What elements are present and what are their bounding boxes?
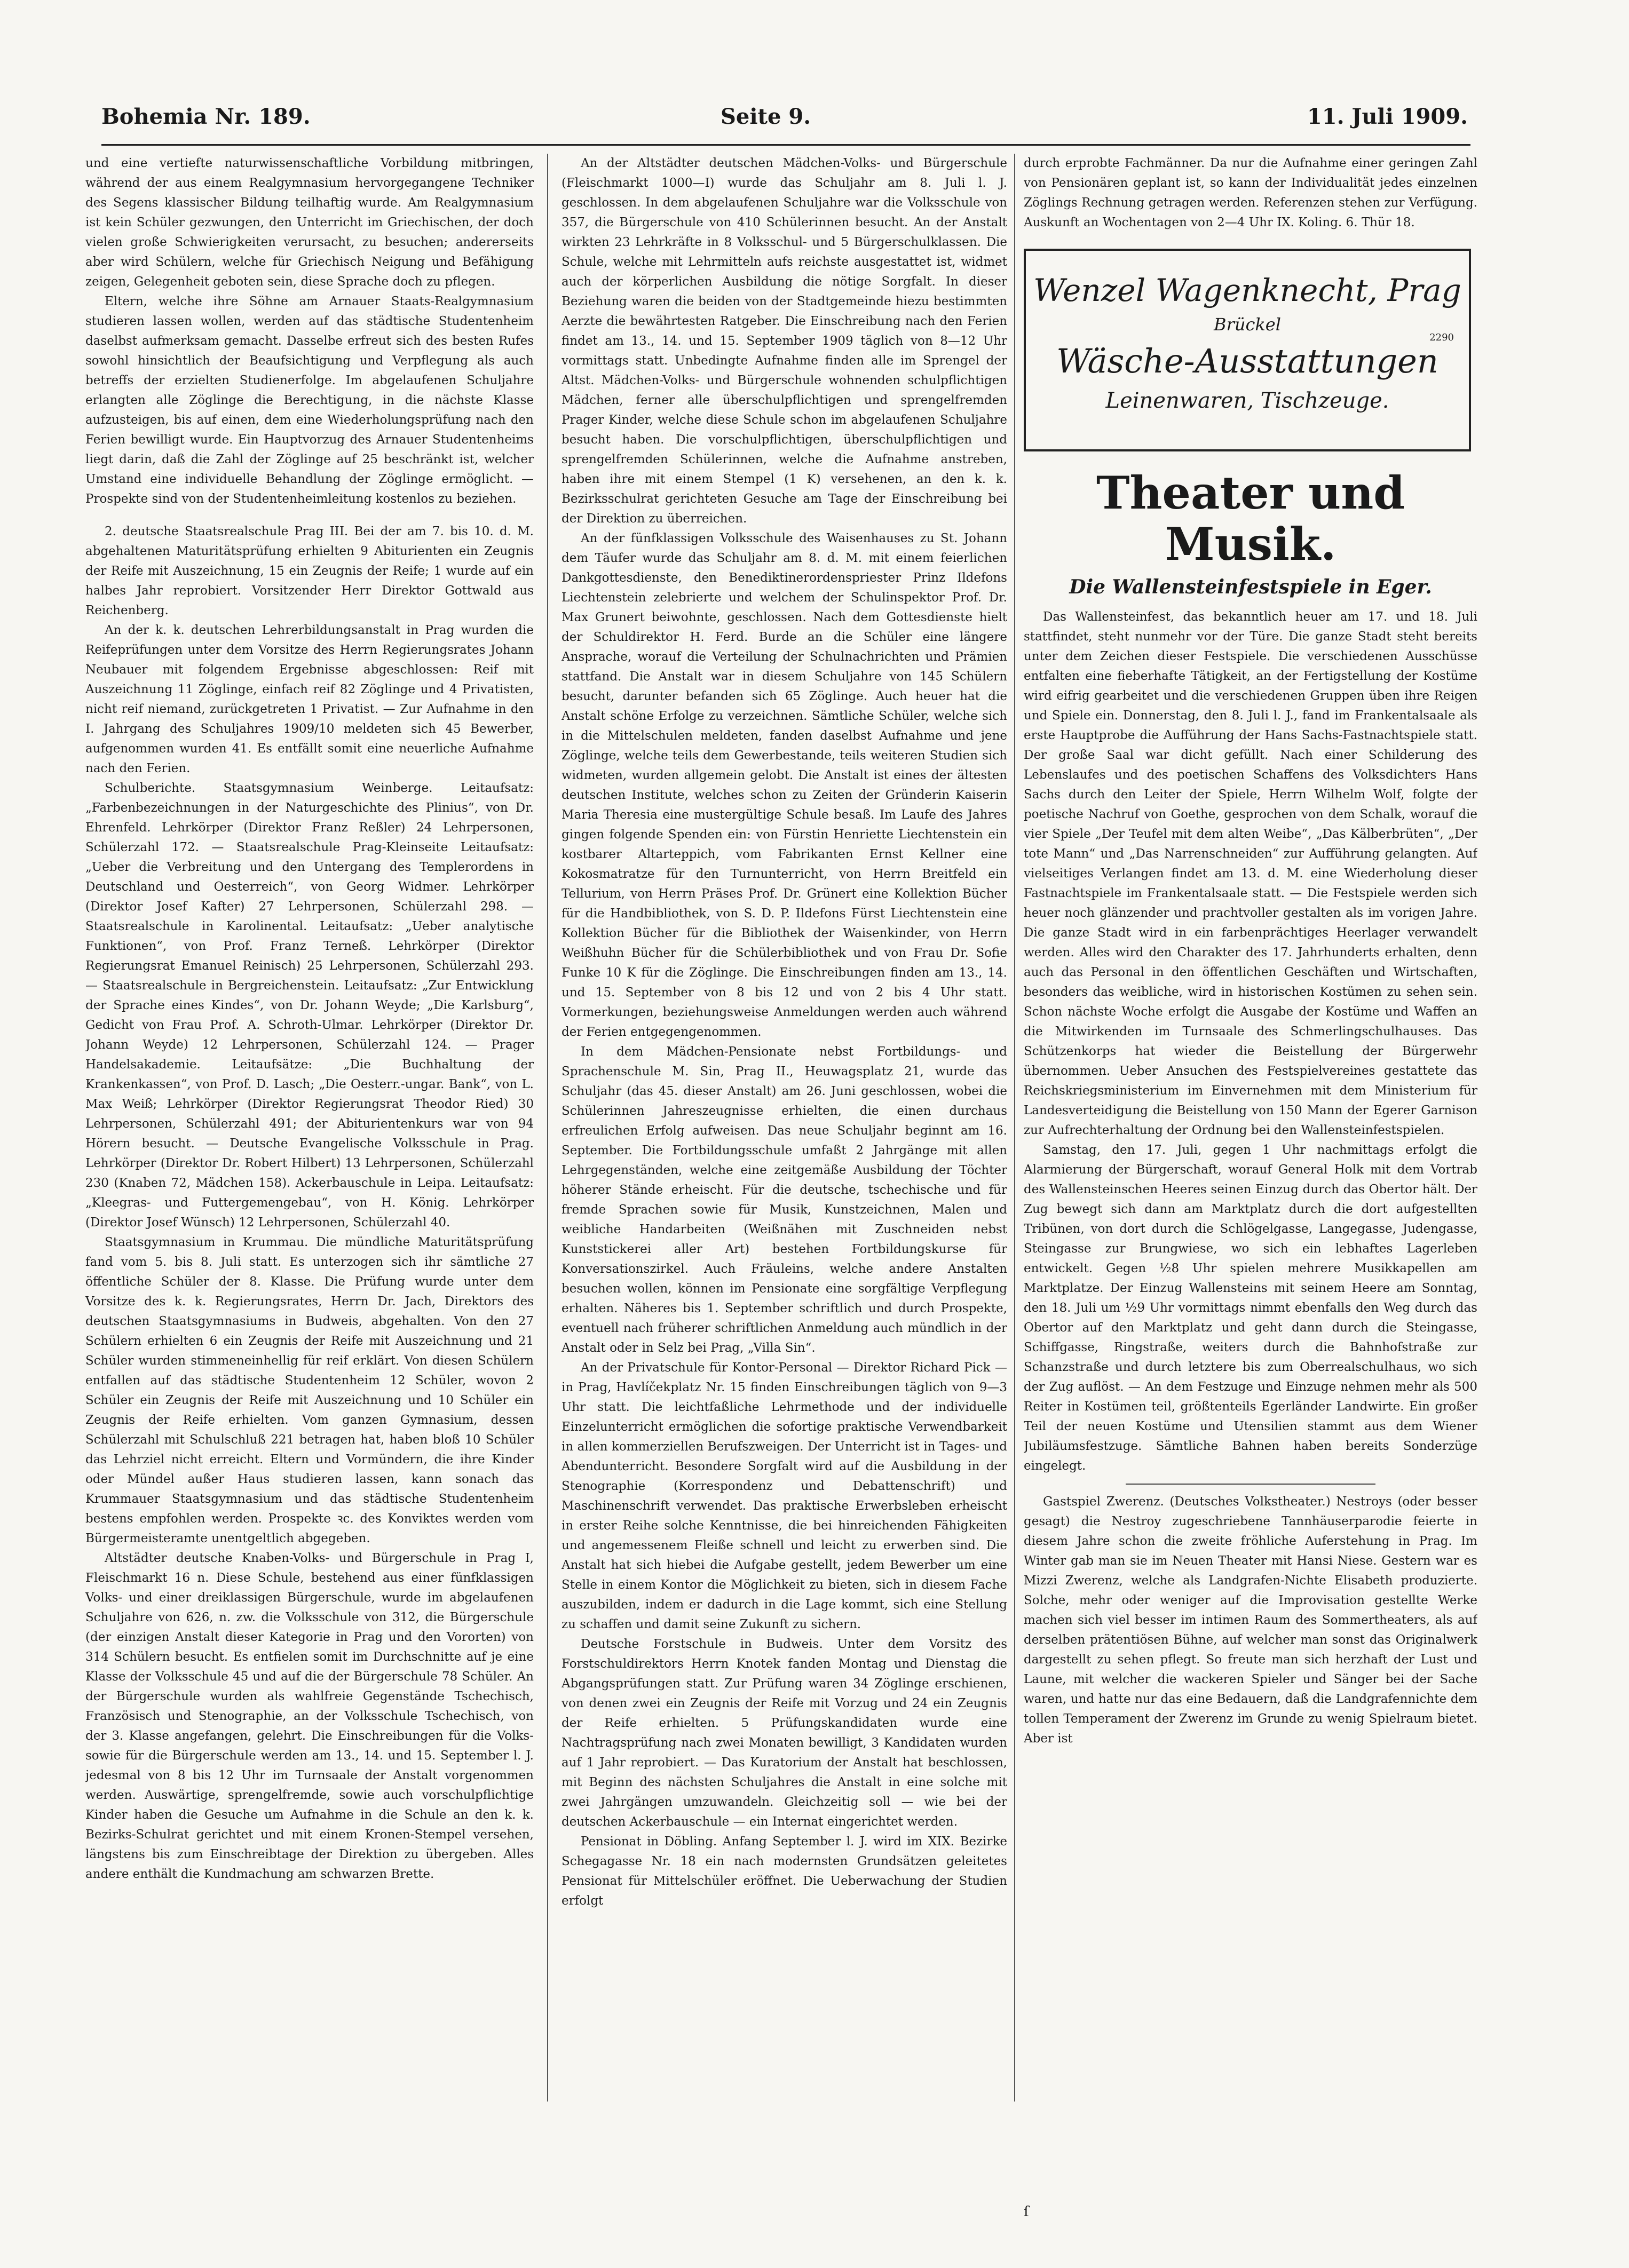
ad-address: Brückel	[1214, 314, 1281, 335]
ad-company-name: Wenzel Wagenknecht, Prag	[1033, 272, 1461, 308]
article-paragraph: Eltern, welche ihre Söhne am Arnauer Staats-Realgymnasium studieren lassen wollen, werden auf das städtische Studentenheim daselbst aufmerksam gemacht. Dasselbe erfreut sich des besten Rufes sowohl hinsichtlich der Beaufsichtigung und Verpflegung als auch betreffs der erzielten Studienerfolge. Im abgelaufenen Schuljahre erlangten alle Zöglinge die Berechtigung, in die nächste Klasse aufzusteigen, bis auf einen, dem eine Wiederholungsprüfung nach den Ferien bewilligt wurde. Ein Hauptvorzug des Arnauer Studentenheims liegt darin, daß die Zahl der Zöglinge auf 25 beschränkt ist, welcher Umstand eine individuelle Behandlung der Zöglinge ermöglicht. — Prospekte sind von der Studentenheimleitung kostenlos zu beziehen.	[85, 295, 534, 506]
article-paragraph: Gastspiel Zwerenz. (Deutsches Volkstheater.) Nestroys (oder besser gesagt) die Nestroy zugeschriebene Tannhäuserparodie feierte in diesem Jahre schon die zweite fröhliche Auferstehung in Prag. Im Winter gab man sie im Neuen Theater mit Hansi Niese. Gestern war es Mizzi Zwerenz, welche als Landgrafen-Nichte Elisabeth produzierte. Solche, mehr oder weniger auf die Improvisation gestellte Werke machen sich viel besser im intimen Raum des Sommertheaters, als auf derselben prätentiösen Bühne, auf welcher man sonst das Originalwerk dargestellt zu sehen pflegt. So freute man sich herzhaft der Lust und Laune, mit welcher die wackeren Spieler und Sänger bei der Sache waren, und hatte nur das eine Bedauern, daß die Landgrafennichte dem tollen Temperament der Zwerenz im Grunde zu wenig Spielraum bietet. Aber ist	[1024, 1495, 1477, 1746]
section-divider	[1126, 1484, 1375, 1485]
article-paragraph: 2. deutsche Staatsrealschule Prag III. Bei der am 7. bis 10. d. M. abgehaltenen Maturitätsprüfung erhielten 9 Abiturienten ein Zeugnis der Reife mit Auszeichnung, 15 ein Zeugnis der Reife; 1 wurde auf ein halbes Jahr reprobiert. Vorsitzender Herr Direktor Gottwald aus Reichenberg.	[85, 525, 534, 617]
article-paragraph: Altstädter deutsche Knaben-Volks- und Bürgerschule in Prag I, Fleischmarkt 16 n. Diese Schule, bestehend aus einer fünfklassigen Volks- und einer dreiklassigen Bürgerschule, wurde im abgelaufenen Schuljahre von 626, n. zw. die Volksschule von 312, die Bürgerschule (der einzigen Anstalt dieser Kategorie in Prag und den Vororten) von 314 Schülern besucht. Es entfielen somit im Durchschnitte auf je eine Klasse der Volksschule 45 und auf die der Bürgerschule 78 Schüler. An der Bürgerschule wurden als wahlfreie Gegenstände Tschechisch, Französisch und Stenographie, an der Volksschule Tschechisch, von der 3. Klasse angefangen, gelehrt. Die Einschreibungen für die Volks- sowie für die Bürgerschule werden am 13., 14. und 15. September l. J. jedesmal von 8 bis 12 Uhr im Turnsaale der Anstalt vorgenommen werden. Auswärtige, sprengelfremde, sowie auch vorschulpflichtige Kinder haben die Gesuche um Aufnahme in die Schule an den k. k. Bezirks-Schulrat gerichtet und mit einem Kronen-Stempel versehen, längstens bis zum Einschreibtage der Direktion zu übergeben. Alles andere enthält die Kundmachung am schwarzen Brette.	[85, 1551, 534, 1881]
article-paragraph: An der Altstädter deutschen Mädchen-Volks- und Bürgerschule (Fleischmarkt 1000—I) wurde das Schuljahr am 8. Juli l. J. geschlossen. In dem abgelaufenen Schuljahre war die Volksschule von 357, die Bürgerschule von 410 Schülerinnen besucht. An der Anstalt wirkten 23 Lehrkräfte in 8 Volksschul- und 5 Bürgerschulklassen. Die Schule, welche mit Lehrmitteln aufs reichste ausgestattet ist, widmet auch der körperlichen Ausbildung die nötige Sorgfalt. In dieser Beziehung waren die beiden von der Stadtgemeinde hiezu bestimmten Aerzte die bewährtesten Ratgeber. Die Einschreibung nach den Ferien findet am 13., 14. und 15. September 1909 täglich von 8—12 Uhr vormittags statt. Unbedingte Aufnahme finden alle im Sprengel der Altst. Mädchen-Volks- und Bürgerschule wohnenden schulpflichtigen Mädchen, ferner alle überschulpflichtigen und sprengelfremden Prager Kinder, welche diese Schule schon im abgelaufenen Schuljahre besucht haben. Die vorschulpflichtigen, überschulpflichtigen und sprengelfremden Schülerinnen, welche die Aufnahme anstreben, haben ihre mit einem Stempel (1 K) versehenen, an den k. k. Bezirksschulrat gerichteten Gesuche am Tage der Einschreibung bei der Direktion zu überreichen.	[562, 156, 1007, 526]
article-paragraph: und eine vertiefte naturwissenschaftliche Vorbildung mitbringen, während der aus einem Realgymnasium hervorgegangene Techniker des Segens klassischer Bildung teilhaftig wurde. Am Realgymnasium ist kein Schüler gezwungen, den Unterricht im Griechischen, der doch vielen große Schwierigkeiten verursacht, zu besuchen; andererseits aber wird Schülern, welche für Griechisch Neigung und Befähigung zeigen, Gelegenheit geboten sein, diese Sprache doch zu pflegen.	[85, 156, 534, 289]
advertisement-box	[1024, 249, 1471, 451]
article-paragraph: An der Privatschule für Kontor-Personal — Direktor Richard Pick — in Prag, Havlíčekplatz Nr. 15 finden Einschreibungen täglich von 9—3 Uhr statt. Die leichtfaßliche Lehrmethode und der individuelle Einzelunterricht ermöglichen die sofortige praktische Verwendbarkeit in allen kommerziellen Berufszweigen. Der Unterricht ist in Tages- und Abendunterricht. Besondere Sorgfalt wird auf die Ausbildung in der Stenographie (Korrespondenz und Debattenschrift) und Maschinenschrift verwendet. Das praktische Erwerbsleben erheischt in erster Reihe solche Kenntnisse, die bei hinreichenden Fähigkeiten und angemessenem Fleiße schnell und leicht zu erwerben sind. Die Anstalt hat sich hiebei die Aufgabe gestellt, jedem Bewerber um eine Stelle in einem Kontor die Möglichkeit zu bieten, sich in diesem Fache auszubilden, indem er dadurch in die Lage kommt, sich eine Stellung zu schaffen und damit seine Zukunft zu sichern.	[562, 1361, 1007, 1631]
article-paragraph: Schulberichte. Staatsgymnasium Weinberge. Leitaufsatz: „Farbenbezeichnungen in der Naturgeschichte des Plinius“, von Dr. Ehrenfeld. Lehrkörper (Direktor Franz Reßler) 24 Lehrpersonen, Schülerzahl 172. — Staatsrealschule Prag-Kleinseite Leitaufsatz: „Ueber die Verbreitung und den Untergang des Templerordens in Deutschland und Oesterreich“, von Georg Widmer. Lehrkörper (Direktor Josef Kafter) 27 Lehrpersonen, Schülerzahl 298. — Staatsrealschule in Karolinental. Leitaufsatz: „Ueber analytische Funktionen“, von Prof. Franz Terneß. Lehrkörper (Direktor Regierungsrat Emanuel Reinisch) 25 Lehrpersonen, Schülerzahl 293. — Staatsrealschule in Bergreichenstein. Leitaufsatz: „Zur Entwicklung der Sprache eines Kindes“, von Dr. Johann Weyde; „Die Karlsburg“, Gedicht von Frau Prof. A. Schroth-Ulmar. Lehrkörper (Direktor Dr. Johann Weyde) 12 Lehrpersonen, Schülerzahl 124. — Prager Handelsakademie. Leitaufsätze: „Die Buchhaltung der Krankenkassen“, von Prof. D. Lasch; „Die Oesterr.-ungar. Bank“, von L. Max Weiß; Lehrkörper (Direktor Regierungsrat Theodor Ried) 30 Lehrpersonen, Schülerzahl 491; der Abiturientenkurs war von 94 Hörern besucht. — Deutsche Evangelische Volksschule in Prag. Lehrkörper (Direktor Dr. Robert Hilbert) 13 Lehrpersonen, Schülerzahl 230 (Knaben 72, Mädchen 158). Ackerbauschule in Leipa. Leitaufsatz: „Kleegras- und Futtergemengebau“, von H. König. Lehrkörper (Direktor Josef Wünsch) 12 Lehrpersonen, Schülerzahl 40.	[85, 781, 534, 1230]
article-headline: Die Wallensteinfestspiele in Eger.	[1069, 576, 1432, 598]
ad-product: Wäsche-Ausstattungen	[1056, 342, 1438, 380]
article-paragraph: Das Wallensteinfest, das bekanntlich heuer am 17. und 18. Juli stattfindet, steht nunmehr vor der Türe. Die ganze Stadt steht bereits unter dem Zeichen dieser Festspiele. Die verschiedenen Ausschüsse entfalten eine fieberhafte Tätigkeit, an der Fertigstellung der Kostüme wird eifrig gearbeitet und die verschiedenen Gruppen üben ihre Reigen und Spiele ein. Donnerstag, den 8. Juli l. J., fand im Frankentalsaale als erste Hauptprobe die Aufführung der Hans Sachs-Fastnachtspiele statt. Der große Saal war dicht gefüllt. Nach einer Schilderung des Lebenslaufes und des poetischen Schaffens des Volksdichters Hans Sachs durch den Leiter der Spiele, Herrn Wilhelm Wolf, folgte der poetische Nachruf von Goethe, gesprochen von dem Schalk, worauf die vier Spiele „Der Teufel mit dem alten Weibe“, „Das Kälberbrüten“, „Der tote Mann“ und „Das Narrenschneiden“ zur Aufführung gelangten. Auf vielseitiges Verlangen findet am 13. d. M. eine Wiederholung dieser Fastnachtspiele im Frankentalsaale statt. — Die Festspiele werden sich heuer noch glänzender und prachtvoller gestalten als im vorigen Jahre. Die ganze Stadt wird in ein farbenprächtiges Heerlager verwandelt werden. Alles wird den Charakter des 17. Jahrhunderts erhalten, denn auch das Personal in den öffentlichen Geschäften und Wirtschaften, besonders das weibliche, wird in historischen Kostümen zu sehen sein. Schon nächste Woche erfolgt die Ausgabe der Kostüme und Waffen an die Mitwirkenden im Turnsaale des Schmerlingschulhauses. Das Schützenkorps hat wieder die Beistellung der Bürgerwehr übernommen. Ueber Ansuchen des Festspielvereines gestattete das Reichskriegsministerium im Einvernehmen mit dem Ministerium für Landesverteidigung die Beistellung von 150 Mann der Egerer Garnison zur Aufrechterhaltung der Ordnung bei den Wallensteinfestspielen.	[1024, 610, 1477, 1137]
column-3	[1024, 154, 1477, 2128]
section-title: Theater und Musik.	[1096, 466, 1405, 570]
article-paragraph: Pensionat in Döbling. Anfang September l. J. wird im XIX. Bezirke Schegagasse Nr. 18 ein nach modernsten Grundsätzen geleitetes Pensionat für Mittelschüler eröffnet. Die Ueberwachung der Studien erfolgt	[562, 1835, 1007, 1908]
article-paragraph: Deutsche Forstschule in Budweis. Unter dem Vorsitz des Forstschuldirektors Herrn Knotek fanden Montag und Dienstag die Abgangsprüfungen statt. Zur Prüfung waren 34 Zöglinge erschienen, von denen zwei ein Zeugnis der Reife mit Vorzug und 24 ein Zeugnis der Reife erhielten. 5 Prüfungskandidaten wurde eine Nachtragsprüfung nach zwei Monaten bewilligt, 3 Kandidaten wurden auf 1 Jahr reprobiert. — Das Kuratorium der Anstalt hat beschlossen, mit Beginn des nächsten Schuljahres die Anstalt in eine solche mit zwei Jahrgängen umzuwandeln. Gleichzeitig soll — wie bei der deutschen Ackerbauschule — ein Internat eingerichtet werden.	[562, 1637, 1007, 1829]
column-divider	[547, 154, 548, 2102]
article-paragraph: Samstag, den 17. Juli, gegen 1 Uhr nachmittags erfolgt die Alarmierung der Bürgerschaft, worauf General Holk mit dem Vortrab des Wallensteinschen Heeres seinen Einzug durch das Obertor hält. Der Zug bewegt sich dann am Marktplatz durch die dort aufgestellten Tribünen, von dort durch die Schlögelgasse, Langegasse, Judengasse, Steingasse zur Brungwiese, wo sich ein lebhaftes Lagerleben entwickelt. Gegen ½8 Uhr spielen mehrere Musikkapellen am Marktplatze. Der Einzug Wallensteins mit seinem Heere am Sonntag, den 18. Juli um ½9 Uhr vormittags nimmt ebenfalls den Weg durch das Obertor auf den Marktplatz und geht dann durch die Steingasse, Schiffgasse, Ringstraße, weiters durch die Bahnhofstraße zur Schanzstraße und durch letztere bis zum Oberrealschulhaus, wo sich der Zug auflöst. — An dem Festzuge und Einzuge nehmen mehr als 500 Reiter in Kostümen teil, größtenteils Egerländer Landwirte. Ein großer Teil der neuen Kostüme und Utensilien stammt aus dem Wiener Jubiläumsfestzuge. Sämtliche Bahnen haben bereits Sonderzüge eingelegt.	[1024, 1143, 1477, 1473]
column-divider	[1014, 154, 1015, 2102]
ad-code: 2290	[1429, 332, 1454, 343]
article-paragraph: An der fünfklassigen Volksschule des Waisenhauses zu St. Johann dem Täufer wurde das Schuljahr am 8. d. M. mit einem feierlichen Dankgottesdienste, den Benediktinerordenspriester Prinz Ildefons Liechtenstein zelebrierte und welchem der Schulinspektor Prof. Dr. Max Grunert beiwohnte, geschlossen. Nach dem Gottesdienste hielt der Schuldirektor H. Ferd. Burde an die Schüler eine längere Ansprache, worauf die Verteilung der Schulnachrichten und Prämien stattfand. Die Anstalt war in diesem Schuljahre von 145 Schülern besucht, darunter befanden sich 65 Zöglinge. Auch heuer hat die Anstalt schöne Erfolge zu verzeichnen. Sämtliche Schüler, welche sich in die Mittelschulen meldeten, fanden daselbst Aufnahme und jene Zöglinge, welche teils dem Gewerbestande, teils weiteren Studien sich widmeten, wurden allgemein gelobt. Die Anstalt ist eines der ältesten deutschen Institute, welches schon zu Zeiten der Gründerin Kaiserin Maria Theresia eine mustergültige Schule besaß. Im Laufe des Jahres gingen folgende Spenden ein: von Fürstin Henriette Liechtenstein ein kostbarer Altarteppich, vom Fabrikanten Ernst Kellner eine Kokosmatratze für den Turnunterricht, von Herrn Breitfeld ein Tellurium, von Herrn Präses Prof. Dr. Grünert eine Kollektion Bücher für die Handbibliothek, von S. D. P. Ildefons Fürst Liechtenstein eine Kollektion Bücher für die Bibliothek der Waisenkinder, von Herrn Weißhuhn Bücher für die Schülerbibliothek und von Frau Dr. Sofie Funke 10 K für die Zöglinge. Die Einschreibungen finden am 13., 14. und 15. September von 8 bis 12 und von 2 bis 4 Uhr statt. Vormerkungen, beziehungsweise Anmeldungen werden auch während der Ferien entgegengenommen.	[562, 532, 1007, 1039]
footer-mark: ſ	[1024, 2204, 1029, 2220]
column-2	[562, 154, 1007, 2128]
issue-date: 11. Juli 1909.	[1307, 104, 1468, 129]
column-1	[85, 154, 534, 2128]
newspaper-issue: Bohemia Nr. 189.	[101, 104, 311, 129]
article-paragraph: An der k. k. deutschen Lehrerbildungsanstalt in Prag wurden die Reifeprüfungen unter dem Vorsitze des Herrn Regierungsrates Johann Neubauer mit folgendem Ergebnisse abgeschlossen: Reif mit Auszeichnung 11 Zöglinge, einfach reif 82 Zöglinge und 4 Privatisten, nicht reif niemand, zurückgetreten 1 Privatist. — Zur Aufnahme in den I. Jahrgang des Schuljahres 1909/10 meldeten sich 45 Bewerber, aufgenommen wurden 41. Es entfällt somit eine neuerliche Aufnahme nach den Ferien.	[85, 623, 534, 775]
ad-subline: Leinenwaren, Tischzeuge.	[1105, 388, 1389, 413]
header-rule	[101, 144, 1470, 146]
article-paragraph: durch erprobte Fachmänner. Da nur die Aufnahme einer geringen Zahl von Pensionären geplant ist, so kann der Individualität jedes einzelnen Zöglings Rechnung getragen werden. Referenzen stehen zur Verfügung. Auskunft an Wochentagen von 2—4 Uhr IX. Koling. 6. Thür 18.	[1024, 156, 1477, 229]
article-paragraph: Staatsgymnasium in Krummau. Die mündliche Maturitätsprüfung fand vom 5. bis 8. Juli statt. Es unterzogen sich ihr sämtliche 27 öffentliche Schüler der 8. Klasse. Die Prüfung wurde unter dem Vorsitze des k. k. Regierungsrates, Herrn Dr. Jach, Direktors des deutschen Staatsgymnasiums in Budweis, abgehalten. Von den 27 Schülern erhielten 6 ein Zeugnis der Reife mit Auszeichnung und 21 Schüler wurden stimmeneinhellig für reif erklärt. Von diesen Schülern entfallen auf das städtische Studentenheim 12 Schüler, wovon 2 Schüler ein Zeugnis der Reife mit Auszeichnung und 10 Schüler ein Zeugnis der Reife erhielten. Vom ganzen Gymnasium, dessen Schülerzahl mit Schulschluß 221 betragen hat, haben bloß 10 Schüler das Lehrziel nicht erreicht. Eltern und Vormündern, die ihre Kinder oder Mündel außer Haus studieren lassen, kann sonach das Krummauer Staatsgymnasium und das städtische Studentenheim bestens empfohlen werden. Prospekte ꝛc. des Konviktes werden vom Bürgermeisteramte unentgeltlich abgegeben.	[85, 1235, 534, 1545]
page-number: Seite 9.	[721, 104, 811, 129]
article-paragraph: In dem Mädchen-Pensionate nebst Fortbildungs- und Sprachenschule M. Sin, Prag II., Heuwagsplatz 21, wurde das Schuljahr (das 45. dieser Anstalt) am 26. Juni geschlossen, wobei die Schülerinnen Jahreszeugnisse erhielten, die einen durchaus erfreulichen Erfolg aufweisen. Das neue Schuljahr beginnt am 16. September. Die Fortbildungsschule umfaßt 2 Jahrgänge mit allen Lehrgegenständen, welche eine zeitgemäße Ausbildung der Töchter höherer Stände erheischt. Für die deutsche, tschechische und für fremde Sprachen sowie für Musik, Kunstzeichnen, Malen und weibliche Handarbeiten (Weißnähen mit Zuschneiden nebst Kunststickerei aller Art) bestehen Fortbildungskurse für Konversationszirkel. Auch Fräuleins, welche andere Anstalten besuchen wollen, können im Pensionate eine sorgfältige Verpflegung erhalten. Näheres bis 1. September schriftlich und durch Prospekte, eventuell nach früherer schriftlichen Anmeldung auch mündlich in der Anstalt oder in Selz bei Prag, „Villa Sin“.	[562, 1045, 1007, 1355]
page-header	[101, 104, 1468, 136]
